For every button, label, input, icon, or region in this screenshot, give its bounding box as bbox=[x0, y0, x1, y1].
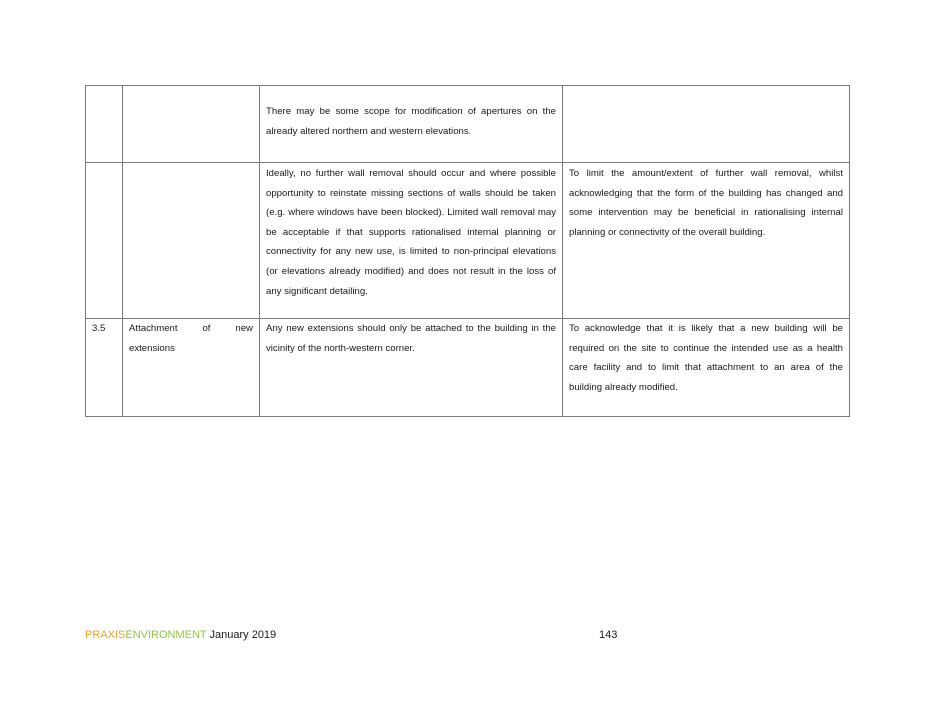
guidance-text: There may be some scope for modification of apertures on the already altered northern and western elevations. bbox=[266, 106, 556, 137]
table-row bbox=[86, 163, 850, 319]
item-cell bbox=[123, 86, 260, 163]
row-number: 3.5 bbox=[92, 323, 106, 334]
guidance-cell bbox=[260, 163, 563, 319]
reason-cell bbox=[563, 319, 850, 417]
brand-environment: ENVIRONMENT bbox=[125, 629, 207, 641]
brand-praxis: PRAXIS bbox=[85, 629, 126, 641]
guidance-cell bbox=[260, 86, 563, 163]
row-number-cell bbox=[86, 86, 123, 163]
reason-text bbox=[569, 86, 843, 102]
item-title bbox=[129, 86, 253, 102]
guidance-cell bbox=[260, 319, 563, 417]
row-number bbox=[92, 163, 116, 164]
reason-text: To limit the amount/extent of further wall removal, whilst acknowledging that the form of the building has changed and some intervention may be beneficial in rationalising internal planning or connectivity of the overall building. bbox=[569, 168, 843, 238]
guidance-text: Any new extensions should only be attached to the building in the vicinity of the north-western corner. bbox=[266, 323, 556, 354]
table-row bbox=[86, 86, 850, 163]
table-row bbox=[86, 319, 850, 417]
policy-table bbox=[85, 85, 850, 417]
item-title: Attachment of new extensions bbox=[129, 323, 253, 354]
item-cell bbox=[123, 319, 260, 417]
row-number bbox=[92, 86, 116, 102]
row-number-cell bbox=[86, 319, 123, 417]
item-title bbox=[129, 163, 253, 164]
reason-cell bbox=[563, 163, 850, 319]
footer-brand bbox=[85, 629, 276, 641]
row-number-cell bbox=[86, 163, 123, 319]
reason-cell bbox=[563, 86, 850, 163]
footer-date: January 2019 bbox=[206, 629, 277, 641]
reason-text: To acknowledge that it is likely that a new building will be required on the site to continue the intended use as a health care facility and to limit that attachment to an area of the building already modified. bbox=[569, 323, 843, 393]
guidance-text: Ideally, no further wall removal should occur and where possible opportunity to reinstate missing sections of walls should be taken (e.g. where windows have been blocked). Limited wall removal may be acceptable if that supports rationalised internal planning or connectivity for any new use, is limited to non-principal elevations (or elevations already modified) and does not result in the loss of any significant detailing. bbox=[266, 168, 556, 297]
item-cell bbox=[123, 163, 260, 319]
page-number: 143 bbox=[599, 629, 618, 641]
